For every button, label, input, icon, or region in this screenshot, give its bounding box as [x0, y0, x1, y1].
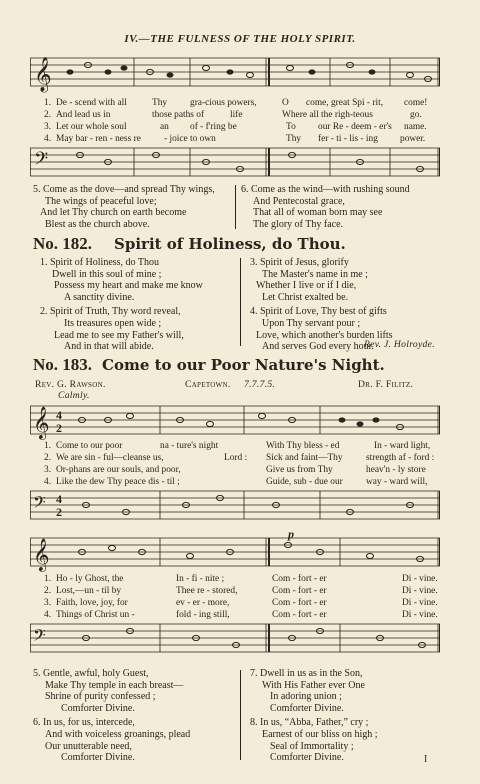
svg-text:4: 4	[56, 408, 62, 422]
music-staff-bass-3	[30, 620, 440, 656]
svg-text:𝄢: 𝄢	[34, 149, 49, 174]
music-staff-treble-2	[30, 400, 440, 440]
column-divider	[235, 185, 236, 229]
hymn-prev-stanzas-left	[33, 184, 233, 233]
music-notation	[30, 400, 440, 440]
hymn-183-tune: Capetown.	[185, 379, 231, 390]
svg-text:𝄢: 𝄢	[33, 625, 46, 649]
hymn-prev-stanzas-right	[241, 184, 451, 233]
stanza: 3. Spirit of Jesus, glorify The Master's name in me ; Whether I live or if I die, Let Christ exalted be.	[250, 257, 368, 303]
page-mark: I	[424, 754, 428, 765]
music-notation	[30, 532, 440, 572]
hymn-183-title	[33, 355, 385, 375]
music-staff-treble-3	[30, 532, 440, 572]
dynamic-marking: p	[288, 527, 295, 541]
hymn-title: Spirit of Holiness, do Thou.	[114, 235, 346, 253]
hymn-182-stanzas-left	[40, 257, 240, 356]
hymn-183-tempo: Calmly.	[58, 390, 90, 401]
music-notation	[30, 486, 440, 524]
stanza: 6. Come as the wind—with rushing sound And Pentecostal grace, That all of woman born may see The glory of Thy face.	[241, 184, 410, 230]
music-notation	[30, 142, 440, 182]
svg-text:𝄢: 𝄢	[33, 492, 46, 516]
stanza: 2. Spirit of Truth, Thy word reveal, Its treasures open wide ; Lead me to see my Father's will, And in that will abide.	[40, 306, 184, 353]
hymn-title: Come to our Poor Nature's Night.	[102, 356, 385, 374]
music-staff-treble-1	[30, 50, 440, 95]
music-notation	[30, 50, 440, 95]
hymn-183-author-words: Rev. G. Rawson.	[35, 379, 106, 390]
music-staff-bass-1	[30, 142, 440, 182]
music-notation	[30, 620, 440, 656]
stanza: 4. Spirit of Love, Thy best of gifts Upon Thy servant pour ; Love, which another's burden lifts And serves God every hour.	[250, 306, 393, 353]
column-divider	[240, 670, 241, 760]
stanza: 8. In us, “Abba, Father,” cry ; Earnest of our bliss on high ; Seal of Immortality ; Comforter Divine.	[250, 717, 378, 764]
svg-text:𝄞: 𝄞	[33, 406, 50, 439]
stanza: 5. Gentle, awful, holy Guest, Make Thy temple in each breast— Shrine of purity confessed ; Comforter Divine.	[33, 668, 184, 714]
stanza: 7. Dwell in us as in the Son, With His Father ever One In adoring union ; Comforter Divine.	[250, 668, 365, 714]
hymn-182-title	[33, 234, 346, 254]
svg-text:𝄞: 𝄞	[34, 57, 52, 92]
hymn-183-stanzas-left	[33, 668, 243, 767]
hymn-182-author: Rev. J. Holroyde.	[364, 339, 435, 350]
page-header: IV.—THE FULNESS OF THE HOLY SPIRIT.	[124, 33, 356, 45]
svg-text:2: 2	[56, 421, 62, 435]
svg-text:2: 2	[56, 505, 62, 519]
stanza: 6. In us, for us, intercede, And with voiceless groanings, plead Our unutterable need, Comforter Divine.	[33, 717, 191, 764]
hymn-183-stanzas-right	[250, 668, 460, 767]
stanza: 1. Spirit of Holiness, do Thou Dwell in this soul of mine ; Possess my heart and make me know A sanctity divine.	[40, 257, 203, 303]
svg-text:4: 4	[56, 492, 62, 506]
hymn-183-composer: Dr. F. Filitz.	[358, 379, 414, 390]
stanza: 5. Come as the dove—and spread Thy wings, The wings of peaceful love; And let Thy church on earth become Blest as the church above.	[33, 184, 215, 230]
hymn-183-meter: 7.7.7.5.	[244, 379, 276, 390]
music-staff-bass-2	[30, 486, 440, 524]
hymn-number: No. 182.	[33, 234, 93, 253]
column-divider	[240, 258, 241, 346]
hymn-number: No. 183.	[33, 355, 93, 374]
svg-text:𝄞: 𝄞	[33, 538, 50, 571]
